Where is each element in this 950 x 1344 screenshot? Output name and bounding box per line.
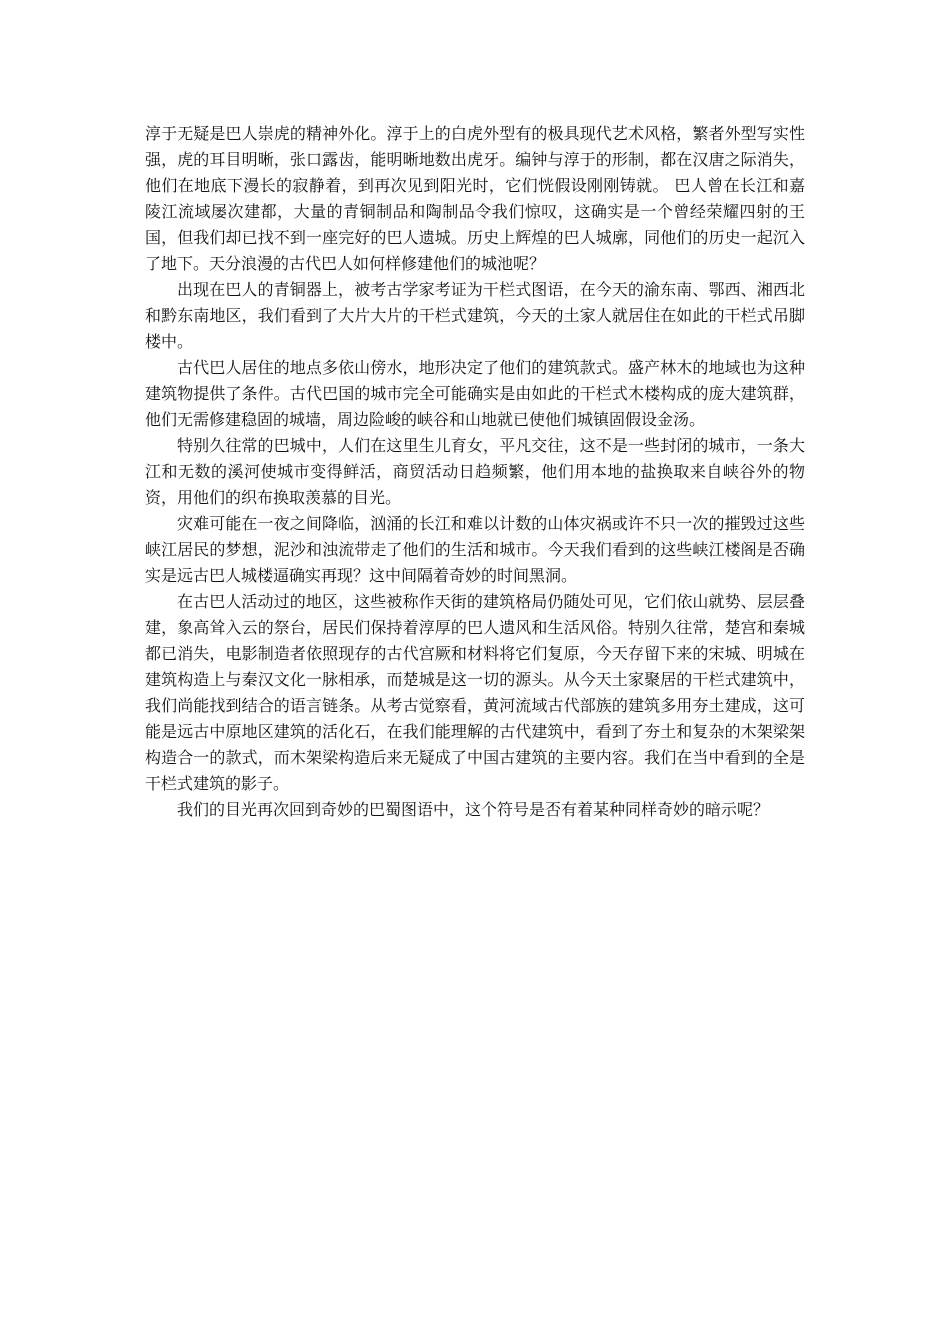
- paragraph-4: 特别久往常的巴城中，人们在这里生儿育女，平凡交往，这不是一些封闭的城市，一条大江和无数的溪河使城市变得鲜活，商贸活动日趋频繁，他们用本地的盐换取来自峡谷外的物资，用他们的织布换取羡慕的目光。: [145, 436, 805, 507]
- paragraph-3: 古代巴人居住的地点多依山傍水，地形决定了他们的建筑款式。盛产林木的地域也为这种建筑物提供了条件。古代巴国的城市完全可能确实是由如此的干栏式木楼构成的庞大建筑群，他们无需修建稳固的城墙，周边险峻的峡谷和山地就已使他们城镇固假设金汤。: [145, 358, 805, 429]
- paragraph-6: 在古巴人活动过的地区，这些被称作天街的建筑格局仍随处可见，它们依山就势、层层叠建，象高耸入云的祭台，居民们保持着淳厚的巴人遗风和生活风俗。特别久往常，楚宫和秦城都已消失，电影制造者依照现存的古代宫厥和材料将它们复原，今天存留下来的宋城、明城在建筑构造上与秦汉文化一脉相承，而楚城是这一切的源头。从今天土家聚居的干栏式建筑中，我们尚能找到结合的语言链条。从考古觉察看，黄河流域古代部族的建筑多用夯土建成，这可能是远古中原地区建筑的活化石，在我们能理解的古代建筑中，看到了夯土和复杂的木架梁架构造合一的款式，而木架梁构造后来无疑成了中国古建筑的主要内容。我们在当中看到的全是干栏式建筑的影子。: [145, 592, 805, 793]
- paragraph-7: 我们的目光再次回到奇妙的巴蜀图语中，这个符号是否有着某种同样奇妙的暗示呢？: [177, 800, 770, 819]
- paragraph-1: 淳于无疑是巴人崇虎的精神外化。淳于上的白虎外型有的极具现代艺术风格，繁者外型写实性强，虎的耳目明晰，张口露齿，能明晰地数出虎牙。编钟与淳于的形制，都在汉唐之际消失，他们在地底下漫长的寂静着，到再次见到阳光时，它们恍假设刚刚铸就。 巴人曾在长江和嘉陵江流域屡次建都，大量的青铜制品和陶制品令我们惊叹，这确实是一个曾经荣耀四射的王国，但我们却已找不到一座完好的巴人遗城。历史上辉煌的巴人城廓，同他们的历史一起沉入了地下。天分浪漫的古代巴人如何样修建他们的城池呢？: [145, 124, 805, 273]
- paragraph-2: 出现在巴人的青铜器上，被考古学家考证为干栏式图语，在今天的渝东南、鄂西、湘西北和黔东南地区，我们看到了大片大片的干栏式建筑，今天的土家人就居住在如此的干栏式吊脚楼中。: [145, 280, 805, 351]
- body-text: [145, 121, 805, 823]
- paragraph-5: 灾难可能在一夜之间降临，汹涌的长江和难以计数的山体灾祸或许不只一次的摧毁过这些峡江居民的梦想，泥沙和浊流带走了他们的生活和城市。今天我们看到的这些峡江楼阁是否确实是远古巴人城楼逼确实再现？这中间隔着奇妙的时间黑洞。: [145, 514, 805, 585]
